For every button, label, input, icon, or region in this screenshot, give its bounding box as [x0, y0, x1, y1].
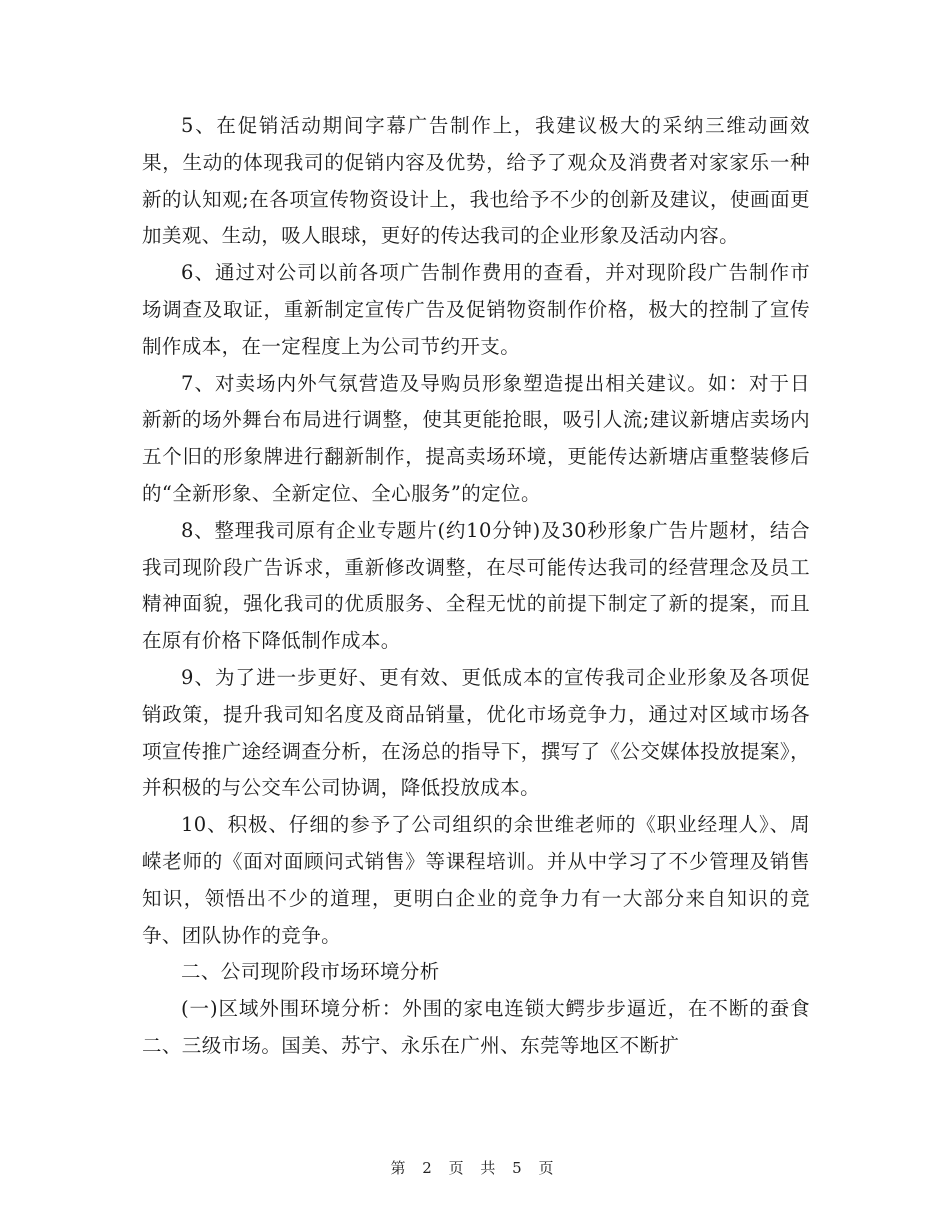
page-footer: 第 2 页 共 5 页	[390, 1159, 560, 1177]
paragraph-item-5: 5、在促销活动期间字幕广告制作上，我建议极大的采纳三维动画效果，生动的体现我司的促销内容及优势，给予了观众及消费者对家家乐一种新的认知观;在各项宣传物资设计上，我也给予不少的创新及建议，使画面更加美观、生动，吸人眼球，更好的传达我司的企业形象及活动内容。	[142, 114, 810, 248]
paragraph-item-7: 7、对卖场内外气氛营造及导购员形象塑造提出相关建议。如：对于日新新的场外舞台布局进行调整，使其更能抢眼，吸引人流;建议新塘店卖场内五个旧的形象牌进行翻新制作，提高卖场环境，更能传达新塘店重整装修后的“全新形象、全新定位、全心服务”的定位。	[142, 371, 810, 505]
paragraph-item-6: 6、通过对公司以前各项广告制作费用的查看，并对现阶段广告制作市场调查及取证，重新制定宣传广告及促销物资制作价格，极大的控制了宣传制作成本，在一定程度上为公司节约开支。	[142, 261, 810, 358]
paragraph-item-8: 8、整理我司原有企业专题片(约10分钟)及30秒形象广告片题材，结合我司现阶段广告诉求，重新修改调整，在尽可能传达我司的经营理念及员工精神面貌，强化我司的优质服务、全程无忧的前提下制定了新的提案，而且在原有价格下降低制作成本。	[142, 518, 810, 653]
paragraph-item-9: 9、为了进一步更好、更有效、更低成本的宣传我司企业形象及各项促销政策，提升我司知名度及商品销量，优化市场竞争力，通过对区域市场各项宣传推广途经调查分析，在汤总的指导下，撰写了《公交媒体投放提案》，并积极的与公交车公司协调，降低投放成本。	[142, 665, 810, 800]
paragraph-regional-environment: (一)区域外围环境分析：外围的家电连锁大鳄步步逼近，在不断的蚕食二、三级市场。国美、苏宁、永乐在广州、东莞等地区不断扩	[142, 997, 810, 1057]
paragraph-item-10: 10、积极、仔细的参予了公司组织的余世维老师的《职业经理人》、周嵘老师的《面对面顾问式销售》等课程培训。并从中学习了不少管理及销售知识，领悟出不少的道理，更明白企业的竞争力有一大部分来自知识的竞争、团队协作的竞争。	[142, 813, 810, 947]
section-heading-market-analysis: 二、公司现阶段市场环境分析	[181, 960, 440, 984]
document-body	[142, 108, 810, 1065]
